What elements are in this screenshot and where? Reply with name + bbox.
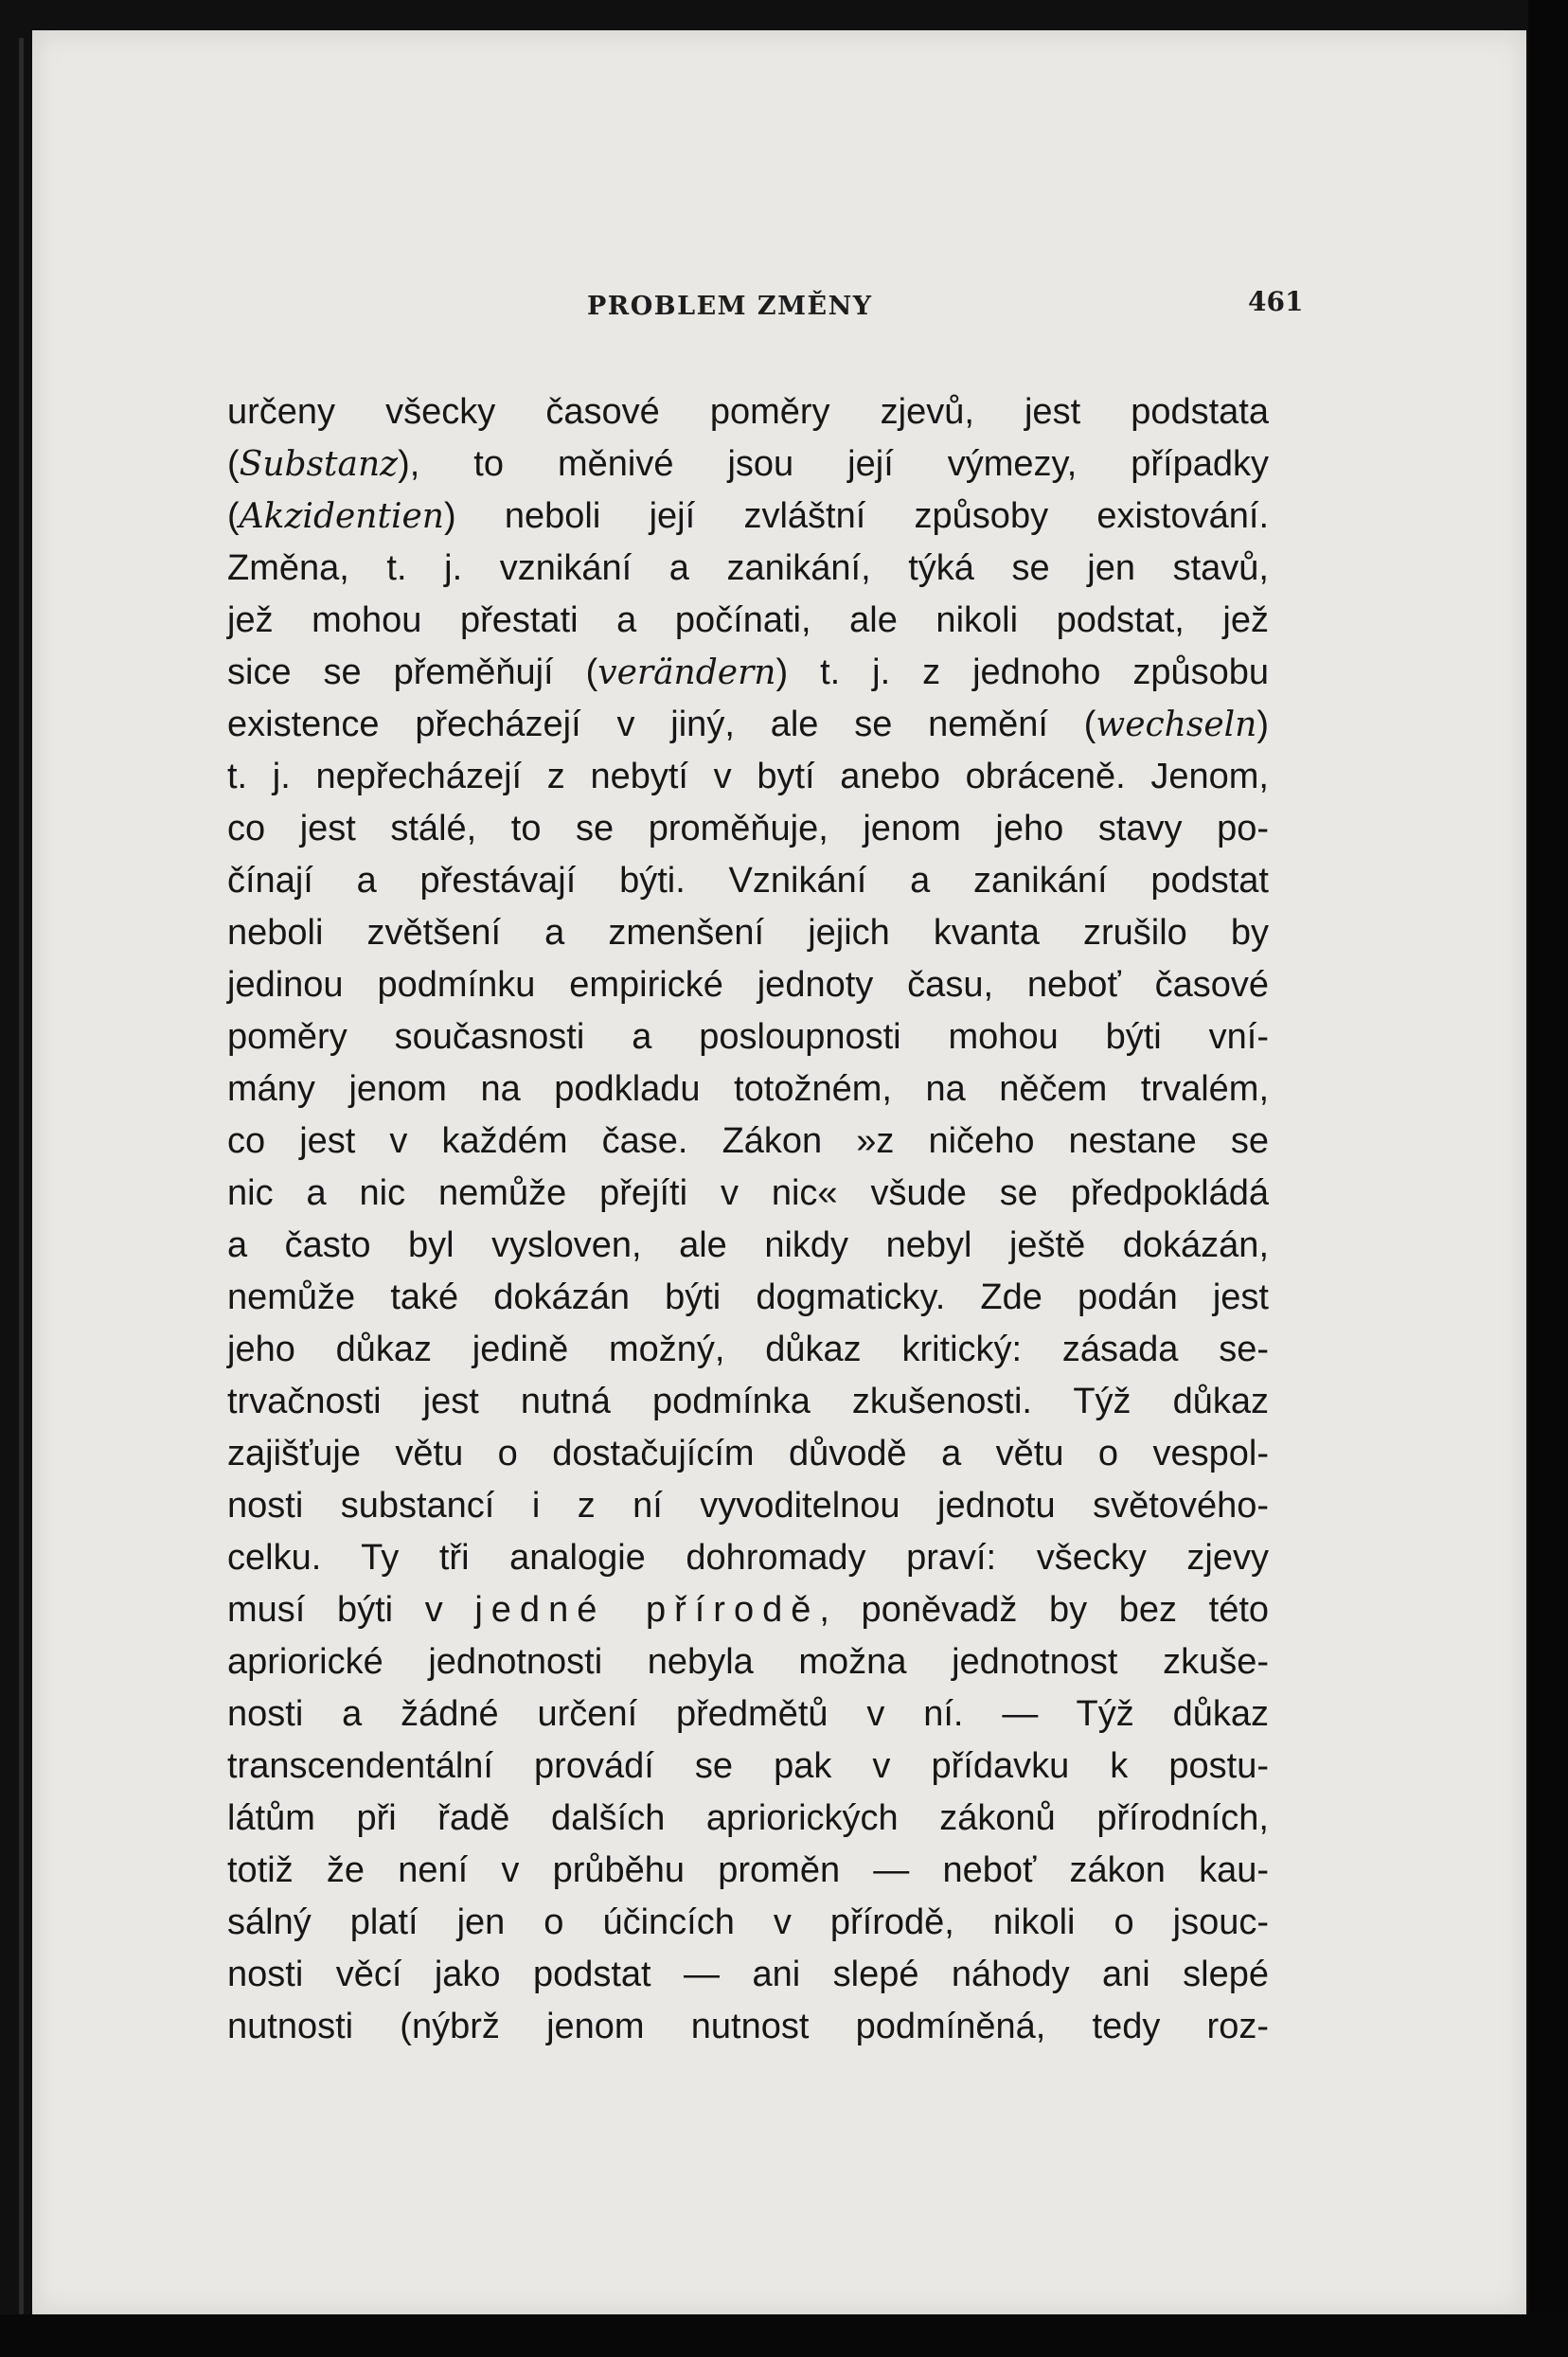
text-line <box>227 1376 1269 1428</box>
text-line <box>227 1272 1269 1324</box>
text-line <box>227 855 1269 907</box>
text-segment: mány jenom na podkladu totožném, na něčem trvalém, <box>227 1069 1269 1109</box>
text-line <box>227 751 1269 803</box>
text-line <box>227 647 1269 699</box>
text-segment: jedinou podmínku empirické jednoty času, neboť časové <box>227 965 1269 1005</box>
text-segment: poměry současnosti a posloupnosti mohou býti vní- <box>227 1017 1269 1057</box>
text-line <box>227 1168 1269 1220</box>
bottom-scan-border <box>0 2314 1568 2357</box>
text-segment: co jest v každém čase. Zákon »z ničeho nestane se <box>227 1121 1269 1161</box>
text-line <box>227 1584 1269 1636</box>
text-line <box>227 959 1269 1011</box>
text-segment: nic a nic nemůže přejíti v nic« všude se předpokládá <box>227 1173 1269 1213</box>
text-line <box>227 1324 1269 1376</box>
text-line <box>227 1063 1269 1116</box>
text-line <box>227 1428 1269 1480</box>
text-segment: čínají a přestávají býti. Vznikání a zanikání podstat <box>227 861 1269 901</box>
text-segment: neboli zvětšení a zmenšení jejich kvanta zrušilo by <box>227 913 1269 953</box>
text-segment: sice se přeměňují ( <box>227 652 598 692</box>
text-segment: apriorické jednotnosti nebyla možna jednotnost zkuše- <box>227 1642 1269 1682</box>
text-line <box>227 699 1269 751</box>
text-segment: ) neboli její zvláštní způsoby existování. <box>443 496 1269 536</box>
text-segment: transcendentální provádí se pak v přídavku k postu- <box>227 1746 1269 1786</box>
italic-term: wechseln <box>1096 705 1257 744</box>
text-segment: , poněvadž by bez této <box>819 1590 1270 1630</box>
text-line <box>227 1636 1269 1688</box>
text-segment: nosti a žádné určení předmětů v ní. — Týž důkaz <box>227 1694 1269 1734</box>
text-segment: jeho důkaz jedině možný, důkaz kritický: zásada se- <box>227 1330 1269 1369</box>
text-line <box>227 438 1269 491</box>
text-line <box>227 595 1269 647</box>
text-segment: nemůže také dokázán býti dogmaticky. Zde podán jest <box>227 1277 1269 1317</box>
text-segment: látům při řadě dalších apriorických zákonů přírodních, <box>227 1798 1269 1838</box>
text-line <box>227 803 1269 855</box>
text-line <box>227 1741 1269 1793</box>
body-text <box>227 386 1269 2053</box>
text-segment: jež mohou přestati a počínati, ale nikoli podstat, jež <box>227 600 1269 640</box>
text-segment: existence přecházejí v jiný, ale se nemění ( <box>227 705 1096 744</box>
text-line <box>227 1897 1269 1949</box>
text-line <box>227 1220 1269 1272</box>
text-segment: celku. Ty tři analogie dohromady praví: všecky zjevy <box>227 1538 1269 1578</box>
text-segment: zajišťuje větu o dostačujícím důvodě a větu o vespol- <box>227 1434 1269 1473</box>
text-segment: nutnosti (nýbrž jenom nutnost podmíněná, tedy roz- <box>227 2007 1269 2046</box>
text-line <box>227 386 1269 438</box>
text-segment: určeny všecky časové poměry zjevů, jest podstata <box>227 392 1269 432</box>
text-line <box>227 1688 1269 1741</box>
text-line <box>227 543 1269 595</box>
text-line <box>227 1116 1269 1168</box>
emphasized-spaced-text: jedné přírodě <box>474 1590 820 1630</box>
text-segment: totiž že není v průběhu proměn — neboť zákon kau- <box>227 1850 1269 1890</box>
text-line <box>227 1845 1269 1897</box>
text-segment: nosti substancí i z ní vyvoditelnou jednotu světového- <box>227 1486 1269 1526</box>
text-segment: ) t. j. z jednoho způsobu <box>775 652 1269 692</box>
left-binding-edge <box>19 38 24 2330</box>
text-line <box>227 1793 1269 1845</box>
text-segment: sálný platí jen o účincích v přírodě, nikoli o jsouc- <box>227 1902 1269 1942</box>
text-segment: ( <box>227 496 240 536</box>
page-number: 461 <box>1248 286 1304 317</box>
text-segment: a často byl vysloven, ale nikdy nebyl ještě dokázán, <box>227 1225 1269 1265</box>
italic-term: verändern <box>597 653 776 692</box>
text-line <box>227 1011 1269 1063</box>
text-segment: musí býti v <box>227 1590 475 1630</box>
text-segment: nosti věcí jako podstat — ani slepé náhody ani slepé <box>227 1955 1269 1994</box>
running-head: PROBLEM ZMĚNY <box>587 292 873 321</box>
text-line <box>227 1480 1269 1532</box>
text-segment: ) <box>1256 705 1269 744</box>
text-segment: t. j. nepřecházejí z nebytí v bytí anebo obráceně. Jenom, <box>227 757 1269 796</box>
text-line <box>227 1532 1269 1584</box>
text-line <box>227 907 1269 959</box>
text-segment: trvačnosti jest nutná podmínka zkušenosti. Týž důkaz <box>227 1382 1269 1421</box>
text-line <box>227 491 1269 543</box>
text-line <box>227 2001 1269 2053</box>
text-segment: ( <box>227 444 240 484</box>
text-segment: co jest stálé, to se proměňuje, jenom jeho stavy po- <box>227 809 1269 848</box>
text-segment: ), to měnivé jsou její výmezy, případky <box>398 444 1269 484</box>
text-segment: Změna, t. j. vznikání a zanikání, týká se jen stavů, <box>227 548 1269 588</box>
right-scan-border <box>1528 0 1568 2357</box>
italic-term: Akzidentien <box>239 497 444 536</box>
italic-term: Substanz <box>239 445 399 484</box>
text-line <box>227 1949 1269 2001</box>
